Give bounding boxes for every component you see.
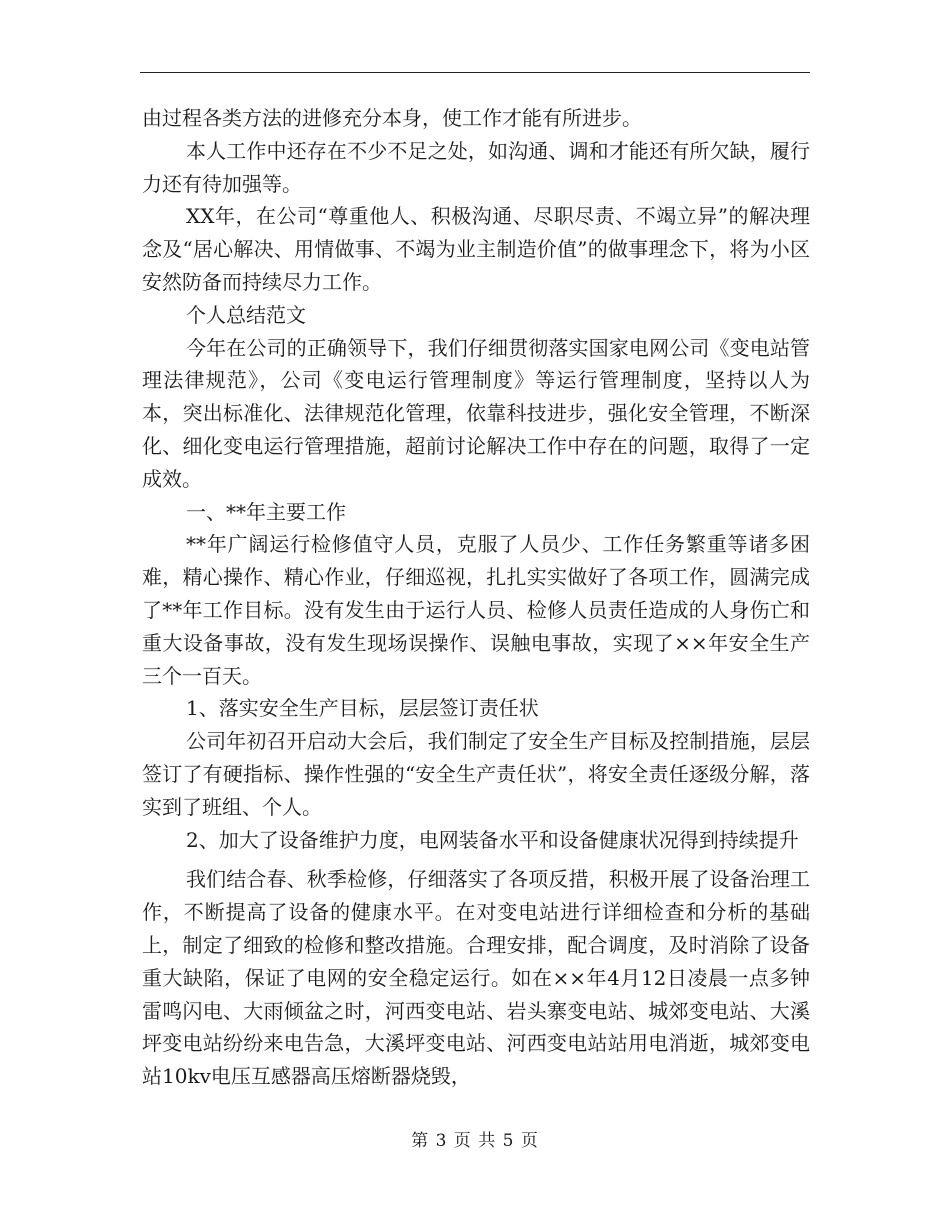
paragraph-3: XX年，在公司“尊重他人、积极沟通、尽职尽责、不竭立异”的解决理念及“居心解决、用情做事、不竭为业主制造价值”的做事理念下，将为小区安然防备而持续尽力工作。 (142, 204, 810, 294)
paragraph-5: **年广阔运行检修值守人员，克服了人员少、工作任务繁重等诸多困难，精心操作、精心作业，仔细巡视，扎扎实实做好了各项工作，圆满完成了**年工作目标。没有发生由于运行人员、检修人员责任造成的人身伤亡和重大设备事故，没有发生现场误操作、误触电事故，实现了××年安全生产三个一百天。 (142, 532, 810, 688)
paragraph-2: 本人工作中还存在不少不足之处，如沟通、调和才能还有所欠缺，履行力还有待加强等。 (142, 138, 810, 196)
subheading-1: 1、落实安全生产目标，层层签订责任状 (186, 696, 539, 721)
header-rule (140, 72, 810, 73)
paragraph-1: 由过程各类方法的进修充分本身，使工作才能有所进步。 (142, 106, 642, 130)
page-footer: 第 3 页 共 5 页 (411, 1131, 539, 1151)
subheading-2: 2、加大了设备维护力度，电网装备水平和设备健康状况得到持续提升 (186, 827, 799, 852)
section-heading-summary: 个人总结范文 (186, 302, 306, 327)
paragraph-7: 我们结合春、秋季检修，仔细落实了各项反措，积极开展了设备治理工作，不断提高了设备的健康水平。在对变电站进行详细检查和分析的基础上，制定了细致的检修和整改措施。合理安排，配合调度，及时消除了设备重大缺陷，保证了电网的安全稳定运行。如在××年4月12日凌晨一点多钟雷鸣闪电、大雨倾盆之时，河西变电站、岩头寨变电站、城郊变电站、大溪坪变电站纷纷来电告急，大溪坪变电站、河西变电站站用电消逝，城郊变电站10kv电压互感器高压熔断器烧毁， (142, 867, 810, 1089)
paragraph-6: 公司年初召开启动大会后，我们制定了安全生产目标及控制措施，层层签订了有硬指标、操作性强的“安全生产责任状”，将安全责任逐级分解，落实到了班组、个人。 (142, 729, 810, 819)
section-heading-main-work: 一、**年主要工作 (186, 499, 346, 524)
document-body (142, 102, 810, 1093)
paragraph-4: 今年在公司的正确领导下，我们仔细贯彻落实国家电网公司《变电站管理法律规范》，公司《变电运行管理制度》等运行管理制度，坚持以人为本，突出标准化、法律规范化管理，依靠科技进步，强化安全管理，不断深化、细化变电运行管理措施，超前讨论解决工作中存在的问题，取得了一定成效。 (142, 335, 810, 491)
